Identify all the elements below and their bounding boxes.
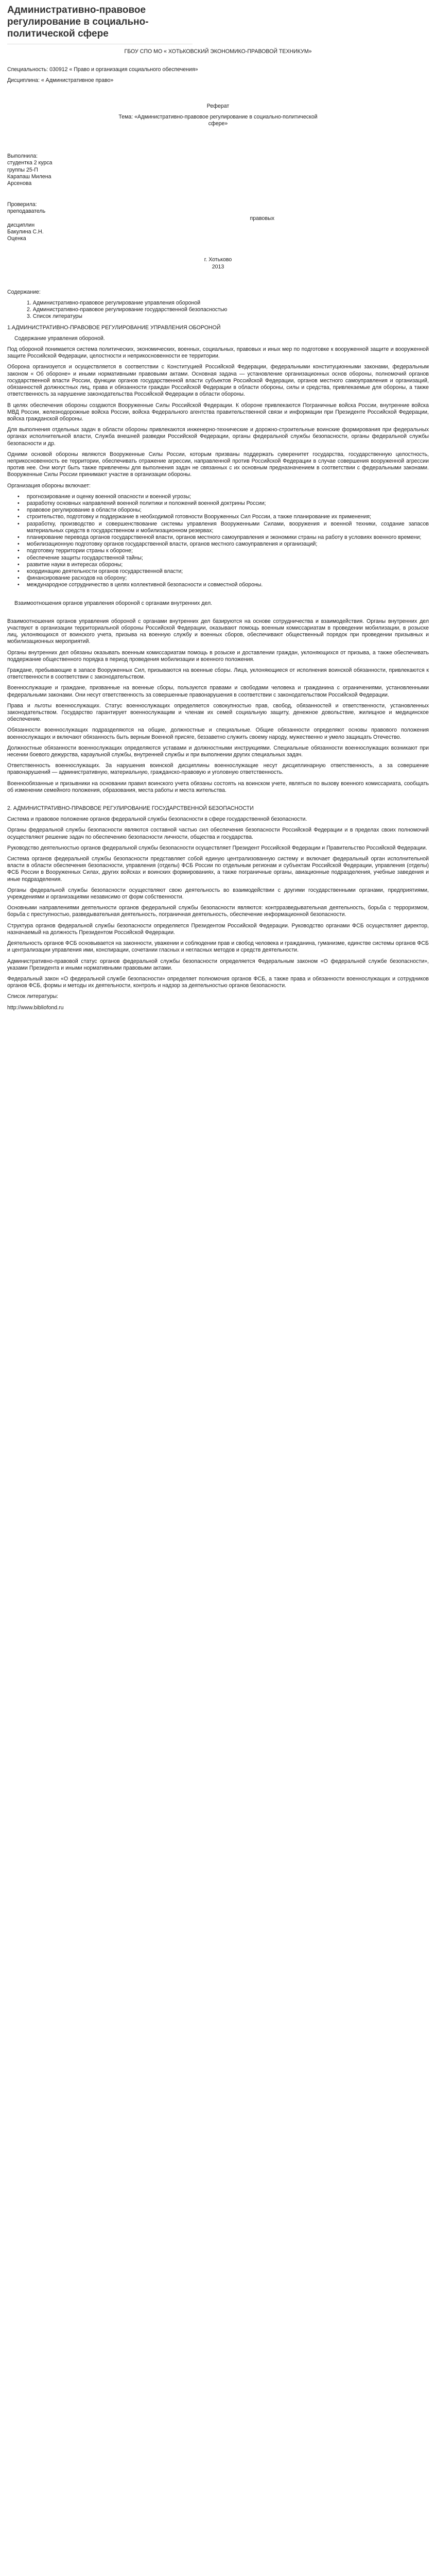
list-item: • планирование перевода органов государственной власти, органов местного самоуправления и экономики страны на работу в условиях военного времени; bbox=[7, 534, 429, 541]
list-item: • координацию деятельности органов государственной власти; bbox=[7, 568, 429, 575]
list-item: • обеспечение защиты государственной тайны; bbox=[7, 555, 429, 562]
student-group: группы 25-П bbox=[7, 166, 38, 173]
paragraph: Органы внутренних дел обязаны оказывать военным комиссариатам помощь в розыске и доставлении граждан, уклоняющихся от призыва, а также обеспечивать поддержание общественного порядка в период проведения мобилизации и военного положения. bbox=[7, 649, 429, 663]
document-body bbox=[7, 48, 429, 1011]
paragraph: Права и льготы военнослужащих. Статус военнослужащих определяется совокупностью прав, свобод, обязанностей и ответственности, установленных законодательством. Государство гарантирует военнослужащим и членам их семей социальную защиту, денежное довольствие, жилищное и медицинское обеспечение. bbox=[7, 702, 429, 723]
section-1-subheading: Содержание управления обороной. bbox=[14, 335, 105, 342]
author-name-1: Карапаш Милена bbox=[7, 173, 51, 180]
contents-list bbox=[7, 300, 429, 320]
paragraph: Должностные обязанности военнослужащих определяются уставами и должностными инструкциями. Специальные обязанности военнослужащих возникают при несении боевого дежурства, караульной службы, внутренней службы и при выполнении других специальных задач. bbox=[7, 744, 429, 758]
paragraph: Организация обороны включает: bbox=[7, 482, 91, 489]
paragraph: Военнообязанные и призывники на основании правил воинского учета обязаны состоять на воинском учете, являться по вызову военного комиссариата, сообщать об изменении семейного положения, образования, места работы и места жительства. bbox=[7, 780, 429, 793]
checked-label: Проверила: bbox=[7, 201, 37, 208]
list-item: • развитие науки в интересах обороны; bbox=[7, 562, 429, 568]
student-course: студентка 2 курса bbox=[7, 160, 53, 166]
paragraph: Граждане, пребывающие в запасе Вооруженных Сил, призываются на военные сборы. Лица, уклоняющиеся от исполнения воинской обязанности, привлекаются к ответственности в соответствии с законодательством. bbox=[7, 667, 429, 681]
paragraph: Обязанности военнослужащих подразделяются на общие, должностные и специальные. Общие обязанности определяют основы правового положения военнослужащих и включают обязанность быть верным Военной присяге, беззаветно служить своему народу, мужественно и умело защищать Отечество. bbox=[7, 727, 429, 740]
paragraph: Основными направлениями деятельности органов федеральной службы безопасности являются: контрразведывательная деятельность, борьба с терроризмом, борьба с преступностью, разведывательная деятельность, пограничная деятельность, обеспечение информационной безопасности. bbox=[7, 905, 429, 918]
reviewer-subject-left: дисциплин bbox=[7, 222, 35, 228]
contents-label: Содержание: bbox=[7, 289, 41, 295]
institution-name: ГБОУ СПО МО « ХОТЬКОВСКИЙ ЭКОНОМИКО-ПРАВОВОЙ ТЕХНИКУМ» bbox=[124, 48, 312, 55]
paragraph: Органы федеральной службы безопасности являются составной частью сил обеспечения безопасности Российской Федерации и в пределах своих полномочий осуществляют решение задач по обеспечению безопасности личности, общества и государства. bbox=[7, 827, 429, 840]
paragraph: Руководство деятельностью органов федеральной службы безопасности осуществляет Президент Российской Федерации и Правительство Российской Федерации. bbox=[7, 844, 427, 851]
section-1-subheading-2: Взаимоотношения органов управления обороной с органами внутренних дел. bbox=[14, 600, 213, 606]
paragraph: Оборона организуется и осуществляется в соответствии с Конституцией Российской Федерации, федеральными конституционными законами, федеральным законом « Об обороне» и иными нормативными правовыми актами. Основная задача — установление организационных основ обороны, полномочий органов государственной власти России, функции органов государственной власти субъектов Российской Федерации, органов местного самоуправления и организаций, обязанностей должностных лиц, права и обязанности граждан Российской Федерации в области обороны, силы и средства, привлекаемые для обороны, а также ответственность за нарушение законодательства Российской Федерации в области обороны. bbox=[7, 364, 429, 398]
reviewer-position: преподаватель bbox=[7, 208, 46, 215]
paragraph: В целях обеспечения обороны создаются Вооруженные Силы Российской Федерации. К обороне привлекаются Пограничные войска России, внутренние войска МВД России, железнодорожные войска России, войска Федерального агентства правительственной связи и информации при Президенте Российской Федерации, войска гражданской обороны. bbox=[7, 402, 429, 422]
author-block bbox=[7, 153, 429, 187]
paragraph: Федеральный закон «О федеральной службе безопасности» определяет полномочия органов ФСБ, а также права и обязанности военнослужащих и сотрудников органов ФСБ, формы и методы их деятельности, контроль и надзор за деятельностью органов безопасности. bbox=[7, 975, 429, 989]
author-name-2: Арсенова bbox=[7, 180, 32, 187]
page-title: Административно-правовое регулирование в социально-политической сфере bbox=[7, 0, 193, 44]
reviewer-name: Бакулина С.Н. bbox=[7, 229, 44, 235]
paragraph: Система органов федеральной службы безопасности представляет собой единую централизованную систему и включает федеральный орган исполнительной власти в области обеспечения безопасности, управления (отделы) ФСБ России по отдельным регионам и субъектам Российской Федерации, управления (отделы) ФСБ России в Вооруженных Силах, других войсках и воинских формированиях, а также пограничные органы, авиационные подразделения, учебные заведения и иные подразделения. bbox=[7, 856, 429, 883]
work-type: Реферат bbox=[206, 103, 230, 109]
paragraph: Одними основой обороны являются Вооруженные Силы России, которым призваны поддержать суверенитет государства, государственную целостность, неприкосновенность ее территории, обеспечивать отражение агрессии, направленной против Российской Федерации в случае совершения вооруженной агрессии против нее. Они могут быть также привлечены для выполнения задач не связанных с их основным предназначением в соответствии с федеральными законами. Вооруженные Силы России принимают участие в организации обороны. bbox=[7, 451, 429, 478]
reviewer-block bbox=[7, 201, 429, 242]
paragraph: Под обороной понимается система политических, экономических, военных, социальных, правовых и иных мер по подготовке к вооруженной защите и вооруженной защите Российской Федерации, целостности и неприкосновенности ее территории. bbox=[7, 346, 429, 360]
contents-item: 3. Список литературы bbox=[27, 313, 82, 320]
list-item: • прогнозирование и оценку военной опасности и военной угрозы; bbox=[7, 494, 429, 500]
contents-item: 1. Административно-правовое регулирование управления обороной bbox=[27, 300, 201, 307]
year: 2013 bbox=[212, 263, 224, 270]
references-link[interactable]: http://www.bibliofond.ru bbox=[7, 1004, 64, 1011]
paragraph: Военнослужащие и граждане, призванные на военные сборы, пользуются правами и свободами человека и гражданина с ограничениями, установленными федеральными законами. Они несут ответственность за совершенные правонарушения в соответствии с законодательством Российской Федерации. bbox=[7, 685, 429, 698]
list-item: • мобилизационную подготовку органов государственной власти, органов местного самоуправления и организаций; bbox=[7, 541, 429, 548]
list-item: • разработку, производство и совершенствование системы управления Вооруженными Силами, вооружения и военной техники, создание запасов материальных средств в государственном и мобилизационном резервах; bbox=[7, 521, 429, 534]
section-2-subheading: Система и правовое положение органов федеральной службы безопасности в сфере государственной безопасности. bbox=[7, 816, 307, 823]
list-item: • правовое регулирование в области обороны; bbox=[7, 507, 429, 514]
list-item: • международное сотрудничество в целях коллективной безопасности и совместной обороны. bbox=[7, 582, 429, 588]
reviewer-subject-right: правовых bbox=[250, 215, 274, 222]
paragraph: Структура органов федеральной службы безопасности определяется Президентом Российской Федерации. Руководство органами ФСБ осуществляет директор, назначаемый на должность Президентом Российской Федерации. bbox=[7, 922, 429, 936]
specialty-line: Специальность: 030912 « Право и организация социального обеспечения» bbox=[7, 66, 198, 73]
work-topic: Тема: «Административно-правовое регулирование в социально-политической сфере» bbox=[118, 113, 318, 127]
list-item: • финансирование расходов на оборону; bbox=[7, 575, 429, 582]
list-item: • строительство, подготовку и поддержание в необходимой готовности Вооруженных Сил России, а также планирование их применения; bbox=[7, 514, 429, 520]
paragraph: Для выполнения отдельных задач в области обороны привлекаются инженерно-технические и дорожно-строительные воинские формирования при федеральных органах исполнительной власти, Служба внешней разведки Российской Федерации, органы федеральной службы безопасности, органы федеральной службы безопасности и др. bbox=[7, 427, 429, 447]
defense-organization-list bbox=[7, 494, 429, 589]
city: г. Хотьково bbox=[204, 257, 232, 263]
done-by-label: Выполнила: bbox=[7, 153, 38, 160]
paragraph: Органы федеральной службы безопасности осуществляют свою деятельность во взаимодействии с другими государственными органами, предприятиями, учреждениями и организациями независимо от форм собственности. bbox=[7, 887, 429, 901]
discipline-line: Дисциплина: « Административное право» bbox=[7, 77, 114, 84]
paragraph: Ответственность военнослужащих. За нарушения воинской дисциплины военнослужащие несут дисциплинарную ответственность, а за совершение правонарушений — административную, материальную, гражданско-правовую и уголовную ответственность. bbox=[7, 762, 429, 776]
list-item: • разработку основных направлений военной политики и положений военной доктрины России; bbox=[7, 500, 429, 507]
list-item: • подготовку территории страны к обороне; bbox=[7, 548, 429, 554]
paragraph: Взаимоотношения органов управления обороной с органами внутренних дел базируются на основе сотрудничества и взаимодействия. Органы внутренних дел участвуют в организации территориальной обороны Российской Федерации, оказывают помощь военным комиссариатам в проведении мобилизации, в розыске лиц, уклоняющихся от воинского учета, призыва на военную службу и военных сборов, обеспечивают общественный порядок при проведении призывных и мобилизационных мероприятий. bbox=[7, 618, 429, 645]
grade-label: Оценка bbox=[7, 235, 26, 242]
section-2-heading: 2. АДМИНИСТРАТИВНО-ПРАВОВОЕ РЕГУЛИРОВАНИЕ ГОСУДАРСТВЕННОЙ БЕЗОПАСНОСТИ bbox=[7, 805, 254, 812]
references-label: Список литературы: bbox=[7, 993, 59, 1000]
paragraph: Административно-правовой статус органов федеральной службы безопасности определяется Федеральным законом «О федеральной службе безопасности», указами Президента и иными нормативными правовыми актами. bbox=[7, 958, 429, 971]
contents-item: 2. Административно-правовое регулирование государственной безопасностью bbox=[27, 307, 228, 313]
section-1-heading: 1.АДМИНИСТРАТИВНО-ПРАВОВОЕ РЕГУЛИРОВАНИЕ УПРАВЛЕНИЯ ОБОРОНОЙ bbox=[7, 324, 221, 331]
paragraph: Деятельность органов ФСБ основывается на законности, уважении и соблюдении прав и свобод человека и гражданина, гуманизме, единстве системы органов ФСБ и централизации управления ими, конспирации, сочетании гласных и негласных методов и средств деятельности. bbox=[7, 940, 429, 954]
